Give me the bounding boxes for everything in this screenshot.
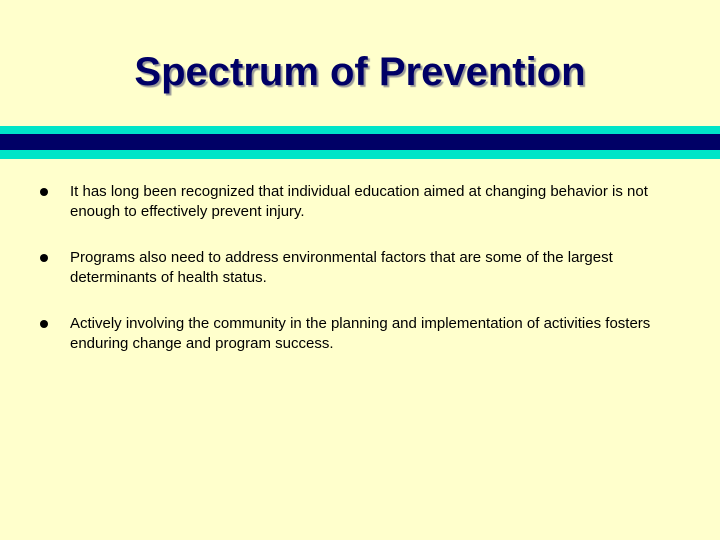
bullet-list — [0, 182, 720, 380]
title-divider-band-top — [0, 126, 720, 134]
bullet-dot-icon — [40, 188, 48, 196]
title-divider-band-bottom — [0, 150, 720, 159]
bullet-text-2: Programs also need to address environmental factors that are some of the largest determinants of health status. — [70, 249, 613, 286]
bullet-item-2 — [0, 248, 720, 288]
title-divider-band-middle — [0, 134, 720, 150]
bullet-item-1 — [0, 182, 720, 222]
bullet-item-3 — [0, 314, 720, 354]
bullet-text-1: It has long been recognized that individual education aimed at changing behavior is not enough to effectively prevent injury. — [70, 183, 648, 220]
bullet-text-3: Actively involving the community in the planning and implementation of activities fosters enduring change and program success. — [70, 315, 651, 352]
bullet-dot-icon — [40, 320, 48, 328]
bullet-dot-icon — [40, 254, 48, 262]
slide-title: Spectrum of Prevention — [134, 50, 586, 94]
